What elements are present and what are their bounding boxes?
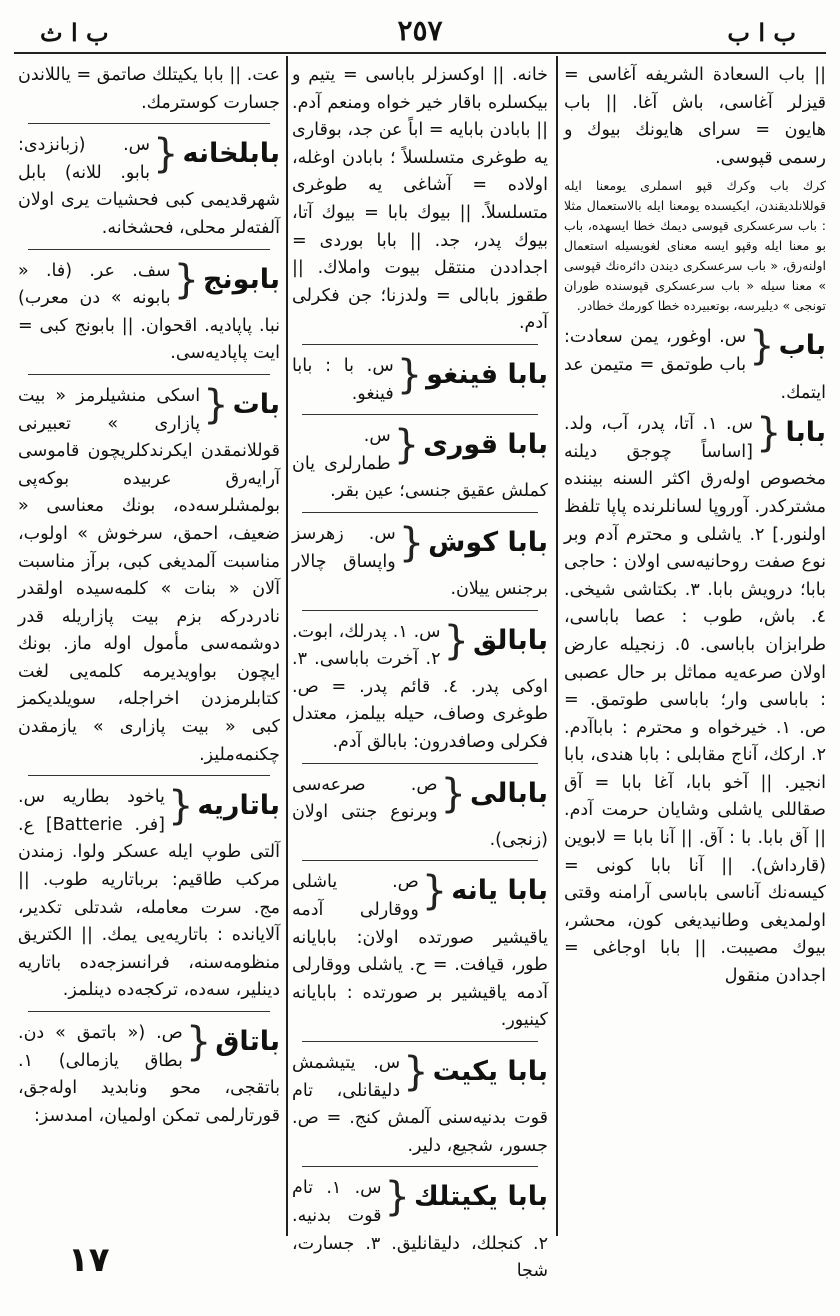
entry-definition: س. (زبانزدى: بابو. للانه) بابل شهرقديمى كبى فحشيات يرى اولان آلفتەلر محلى، فحشخانه. bbox=[18, 135, 280, 238]
brace-icon: { bbox=[393, 422, 420, 469]
entry-headword: بابالق bbox=[472, 624, 548, 656]
entry-headword: بابالى bbox=[469, 777, 548, 809]
entry-separator bbox=[302, 763, 538, 764]
entry-definition: اسكى منشيلرمز « بيت پازارى » تعبيرنى قوللانمقدن ايكرندكلريچون قاموسى آرايەرق عربيده بوكەپى بولمشلرسەده، بونك معناسى « ضعيف، احمق، سرخوش » اولوب، مناسبت آلمديغى كبى، برآز مناسبت آلان « بنات » كلمەسيده اولقدر نادردركه بزم بيت پازاريله قدر دوشمەسى مأمول اوله ماز. بونك ايچون بواويديرمه كلمەيى لغت كتابلرمزدن اخراجله، سويلديكمز كبى « بيت پازارى » يازمقدن چكنمەمليز. bbox=[18, 385, 280, 765]
dictionary-entry bbox=[292, 353, 548, 408]
entry-definition: س. ١. پدرلك، ابوت. ٢. آخرت باباسى. ٣. اوكى پدر. ٤. قائم پدر. = ص. طوغرى وصاف، حيله بيلمز، معتدل فكرلى وصافدرون: بابالق آدم. bbox=[292, 621, 548, 753]
brace-icon: { bbox=[440, 770, 466, 817]
column-divider-right bbox=[556, 56, 558, 1236]
dictionary-entry bbox=[292, 619, 548, 757]
entry-separator bbox=[28, 1011, 270, 1012]
brace-icon: { bbox=[443, 617, 469, 664]
entry-headword: باب bbox=[778, 330, 826, 362]
column-divider-left bbox=[286, 56, 288, 1236]
paragraph: عت. || بابا يكيتلك صاتمق = ياللاندن جسارت كوسترمك. bbox=[18, 65, 280, 113]
entry-separator bbox=[302, 1166, 538, 1167]
dictionary-entry bbox=[18, 1020, 280, 1130]
entry-separator bbox=[302, 860, 538, 861]
entry-headword: بابلخانه bbox=[182, 138, 280, 170]
usage-note: كرك باب وكرك قپو اسملرى يومعنا ايله قوللانلديقندن، ايكيسىده يومعنا ايله بالاستعمال مثلا : باب سرعسكرى قپوسى ديمك خطا ايسهده، باب بو معنا ايله وقپو ايسه معناى لغويسيله استعمال اولنەرق، « باب سرعسكرى ديندن دائرەنك قپوسى » معنا سيله « باب سرعسكرى قپوسنده طوران تونجى » ديليرسه، بوتعبيرده خطا كورمك خطادر. bbox=[564, 178, 826, 314]
dictionary-entry bbox=[292, 869, 548, 1035]
entry-headword: بابا فينغو bbox=[426, 358, 548, 390]
entry-definition: س. ١. تام قوت بدنيه. ٢. كنجلك، دليقانليق. ٣. جسارت، شجا bbox=[292, 1178, 548, 1282]
entry-definition: ص. ياشلى ووقارلى آدمه ياقيشير صورتده اولان: بابايانه طور، قيافت. = ح. ياشلى ووقارلى آدمه ياقيشير بر صورتده : بابايانه كينيور. bbox=[292, 872, 548, 1031]
brace-icon: { bbox=[421, 868, 448, 915]
brace-icon: { bbox=[153, 131, 179, 178]
entry-headword: بابا قورى bbox=[423, 429, 548, 461]
dictionary-entry bbox=[18, 132, 280, 242]
entry-definition: س. زهرسز واپساق چالار برجنس ييلان. bbox=[292, 523, 548, 600]
brace-icon: { bbox=[403, 1049, 429, 1095]
entry-separator bbox=[302, 512, 538, 513]
paragraph: خانه. || اوكسزلر باباسى = يتيم و بيكسلره باقار خير خواه ومنعم آدم. || بابادن بابايه = اباً عن جد، بوقارى يه طوغرى متسلسلاً ؛ بابادن اوغله، اولاده = آشاغى يه طوغرى متسلسلاً. || بيوك بابا = بيوك آتا، بيوك پدر، جد. || بابا بوردى = اجداددن منتقل بيوت واملاك. || طقوز بابالى = ولدزنا؛ جن فكرلى آدم. bbox=[292, 65, 548, 334]
entry-separator bbox=[302, 344, 538, 345]
dictionary-entry bbox=[292, 772, 548, 855]
entry-headword: بابا كوش bbox=[428, 526, 548, 558]
brace-icon: { bbox=[185, 1019, 212, 1065]
entry-separator bbox=[28, 775, 270, 776]
entry-definition: ص. صرعەسى وبرنوع جنتى اولان (زنجى). bbox=[292, 774, 548, 850]
entry-definition: سف. عر. (فا. « بابونه » دن معرب) نبا. پاپاديه. اقحوان. || بابونج كبى = ايت پاپاديەسى. bbox=[18, 260, 280, 364]
brace-icon: { bbox=[167, 783, 194, 830]
header-left-letters: ب ا ث bbox=[40, 18, 109, 47]
dictionary-entry bbox=[564, 411, 826, 990]
entry-separator bbox=[28, 249, 270, 250]
entry-separator bbox=[302, 1041, 538, 1042]
page-header bbox=[14, 8, 826, 48]
page-number: ١٧ bbox=[68, 1240, 110, 1280]
brace-icon: { bbox=[755, 410, 782, 457]
entry-headword: بابا يكيتلك bbox=[414, 1181, 548, 1213]
entry-separator bbox=[302, 610, 538, 611]
entry-headword: بات bbox=[232, 388, 280, 420]
entry-definition: ص. (« باتمق » دن. بطاق يازمالى) ١. باتقجى، محو ونابديد اولەجق، قورتارلمى تمكن اولميان، امىدسز: bbox=[18, 1023, 280, 1126]
column-middle bbox=[292, 62, 548, 1282]
dictionary-entry bbox=[18, 258, 280, 368]
entry-separator bbox=[302, 414, 538, 415]
entry-definition: س. اوغور، يمن سعادت: باب طوتمق = متيمن عد ايتمك. bbox=[564, 327, 826, 403]
brace-icon: { bbox=[749, 323, 775, 370]
header-right-letters: ب ا ب bbox=[727, 18, 796, 47]
entry-headword: بابا bbox=[785, 417, 826, 449]
dictionary-entry bbox=[292, 1175, 548, 1285]
entry-separator bbox=[28, 374, 270, 375]
entry-definition: س. با : بابا فينغو. bbox=[292, 355, 394, 404]
entry-headword: باتاريه bbox=[197, 790, 280, 822]
entry-headword: بابا يانه bbox=[451, 875, 548, 907]
dictionary-entry bbox=[292, 521, 548, 604]
brace-icon: { bbox=[398, 519, 425, 566]
dictionary-entry bbox=[564, 324, 826, 407]
column-left bbox=[18, 62, 280, 1232]
entry-separator bbox=[28, 123, 270, 124]
entry-headword: باتاق bbox=[215, 1026, 280, 1057]
entry-definition: س. ١. آتا، پدر، آب، ولد. [اساساً چوجق ديلنه مخصوص اولەرق اكثر السنه بيننده مشتركدر. آوروپا لسانلرنده پاپا تلفظ اولنور.] ٢. ياشلى و محترم آدم وبر نوع صفت روحانيەسى اولان : حاجى بابا؛ درويش بابا. ٣. بكتاشى شيخى. ٤. باش، طوب : عصا باباسى، طرابزان باباسى. ٥. زنجيله عارض اولان صرعەيه مماثل بر حال عصبى : باباسى وار؛ باباسى طوتمق. = ص. ١. خيرخواه و محترم : باباآدم. ٢. اركك، آناج مقابلى : بابا هندى، بابا انجير. || آخو بابا، آغا بابا = آق صقاللى ياشلى وشايان حرمت آدم. || آق بابا. با : آق. || آنا بابا = لابوين (قارداش). || آنا بابا كونى = كيسەنك آناسى باباسى آرامنه وقتى اولمديغى وطانيديغى كون، محشر، بيوك مصيبت. || بابا اوجاغى = اجدادن منقول bbox=[564, 414, 826, 987]
dictionary-entry bbox=[292, 1050, 548, 1160]
dictionary-entry bbox=[18, 383, 280, 769]
entry-headword: بابا يكيت bbox=[432, 1056, 548, 1087]
entry-definition: س. يتيشمش دليقانلى، تام قوت بدنيەسنى آلمش كنج. = ص. جسور، شجيع، دلير. bbox=[292, 1053, 548, 1156]
header-rule bbox=[14, 52, 826, 54]
dictionary-entry bbox=[18, 784, 280, 1005]
brace-icon: { bbox=[173, 256, 200, 303]
dictionary-entry bbox=[292, 423, 548, 506]
brace-icon: { bbox=[396, 351, 423, 398]
header-page-number: ٢٥٧ bbox=[397, 14, 443, 47]
entry-definition: س. طمارلرى يان كملش عقيق جنسى؛ عين بقر. bbox=[292, 426, 548, 502]
brace-icon: { bbox=[384, 1174, 410, 1221]
column-right bbox=[564, 62, 826, 1232]
paragraph: || باب السعادة الشريفه آغاسى = قيزلر آغاسى، باش آغا. || باب هايون = سراى هايونك بيوك و رسمى قپوسى. bbox=[564, 65, 826, 168]
entry-headword: بابونج bbox=[203, 263, 280, 295]
entry-definition: ياخود بطاريه س. [فر. Batterie] ع. آلتى طوپ ايله عسكر ولوا. زمندن مركب طاقيم: برباتاريه طوب. || مج. سرت معامله، شدتلى تكدير، آلاياندە : باتاريەيى يمك. || الكتريق منظومەسنه، فرانسزجەده باتاريه دينلير، سەده، تركجەده دينلمز. bbox=[18, 787, 280, 1001]
brace-icon: { bbox=[203, 381, 229, 428]
